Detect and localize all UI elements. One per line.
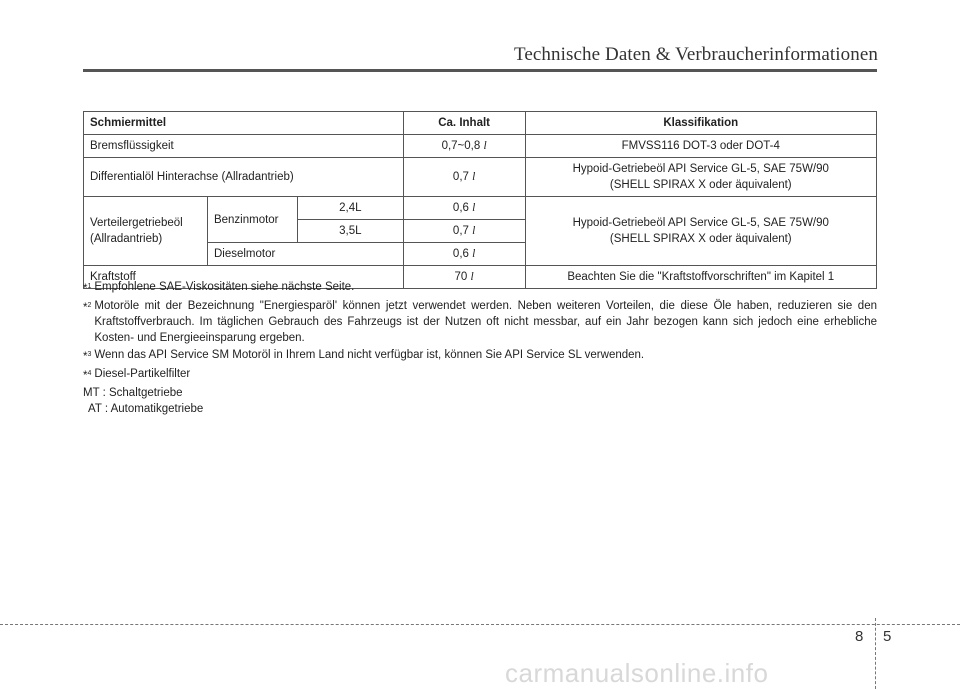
capacity-value: 0,7~0,8 <box>441 140 481 152</box>
column-header-lubricant: Schmiermittel <box>84 112 404 135</box>
watermark: carmanualsonline.info <box>505 658 769 688</box>
table-row <box>84 158 877 197</box>
liter-symbol: l <box>470 271 474 283</box>
table-row <box>84 197 877 220</box>
liter-symbol: l <box>483 140 487 152</box>
abbreviation-at: AT : Automatikgetriebe <box>88 403 204 415</box>
row-classification <box>525 158 876 197</box>
lubricant-table <box>83 111 877 289</box>
liter-symbol: l <box>472 225 476 237</box>
footnote-star: * <box>83 283 88 295</box>
footnote-text: Motoröle mit der Bezeichnung "Energiesparöl' können jetzt verwendet werden. Neben weiteren Vorteilen, die diese Öle haben, reduzieren sie den Kraftstoffverbrauch. Im täglichen Gebrauch des Fahrzeugs ist der Nutzen oft nicht messbar, auf ein Jahr bezogen kann sich jedoch eine erhebliche Kosten- und Energieeinsparung ergeben. <box>94 300 877 344</box>
capacity-value: 0,7 <box>452 225 469 237</box>
liter-symbol: l <box>472 248 476 260</box>
row-capacity <box>403 243 525 266</box>
footnote-4 <box>83 366 877 384</box>
footnote-marker <box>83 347 91 365</box>
liter-symbol: l <box>472 202 476 214</box>
footnote-text: Diesel-Partikelfilter <box>94 368 191 380</box>
footnote-star: * <box>83 370 88 382</box>
table-header-row <box>84 112 877 135</box>
row-capacity <box>403 197 525 220</box>
classification-line: Hypoid-Getriebeöl API Service GL-5, SAE 75W/90 <box>572 163 829 175</box>
row-classification: Beachten Sie die "Kraftstoffvorschriften" im Kapitel 1 <box>525 266 876 289</box>
footnote-number: 2 <box>87 302 92 309</box>
classification-line: (SHELL SPIRAX X oder äquivalent) <box>609 179 792 191</box>
footnote-2 <box>83 298 877 346</box>
engine-type: Benzinmotor <box>207 197 297 243</box>
section-title: Technische Daten & Verbraucherinformationen <box>513 44 878 65</box>
abbreviation-mt: MT : Schaltgetriebe <box>83 387 183 399</box>
header-divider <box>83 69 877 72</box>
row-capacity <box>403 158 525 197</box>
footnote-number: 3 <box>87 351 92 358</box>
footnote-1 <box>83 279 877 297</box>
footnote-text: Wenn das API Service SM Motoröl in Ihrem Land nicht verfügbar ist, können Sie API Service SL verwenden. <box>94 349 645 361</box>
footnote-marker <box>83 366 91 384</box>
footnote-marker <box>83 298 91 346</box>
row-name-line: Verteilergetriebeöl <box>90 217 183 229</box>
row-capacity <box>403 135 525 158</box>
row-classification: FMVSS116 DOT-3 oder DOT-4 <box>525 135 876 158</box>
capacity-value: 0,6 <box>452 202 469 214</box>
engine-displacement: 2,4L <box>297 197 403 220</box>
column-header-classification: Klassifikation <box>525 112 876 135</box>
footer-page-separator <box>875 618 876 689</box>
page-number: 5 <box>883 628 892 645</box>
row-name: Bremsflüssigkeit <box>84 135 404 158</box>
footnote-number: 1 <box>87 283 92 290</box>
row-name: Kraftstoff <box>84 266 404 289</box>
row-name: Differentialöl Hinterachse (Allradantrieb) <box>84 158 404 197</box>
capacity-value: 70 <box>454 271 468 283</box>
capacity-value: 0,6 <box>452 248 469 260</box>
footnote-star: * <box>83 351 88 363</box>
footnote-marker <box>83 279 91 297</box>
classification-line: (SHELL SPIRAX X oder äquivalent) <box>609 233 792 245</box>
footnotes <box>83 279 877 417</box>
classification-line: Hypoid-Getriebeöl API Service GL-5, SAE 75W/90 <box>572 217 829 229</box>
footnote-number: 4 <box>87 370 92 377</box>
column-header-capacity: Ca. Inhalt <box>403 112 525 135</box>
row-name <box>84 197 208 266</box>
liter-symbol: l <box>472 171 476 183</box>
capacity-value: 0,7 <box>452 171 469 183</box>
engine-displacement: 3,5L <box>297 220 403 243</box>
engine-type: Dieselmotor <box>207 243 403 266</box>
footnote-text: Empfohlene SAE-Viskositäten siehe nächste Seite. <box>94 281 355 293</box>
table-row <box>84 135 877 158</box>
row-capacity <box>403 220 525 243</box>
footer-dashed-line <box>0 624 960 625</box>
footnote-star: * <box>83 302 88 314</box>
chapter-number: 8 <box>855 628 864 645</box>
footnote-3 <box>83 347 877 365</box>
row-name-line: (Allradantrieb) <box>90 233 163 245</box>
row-classification <box>525 197 876 266</box>
